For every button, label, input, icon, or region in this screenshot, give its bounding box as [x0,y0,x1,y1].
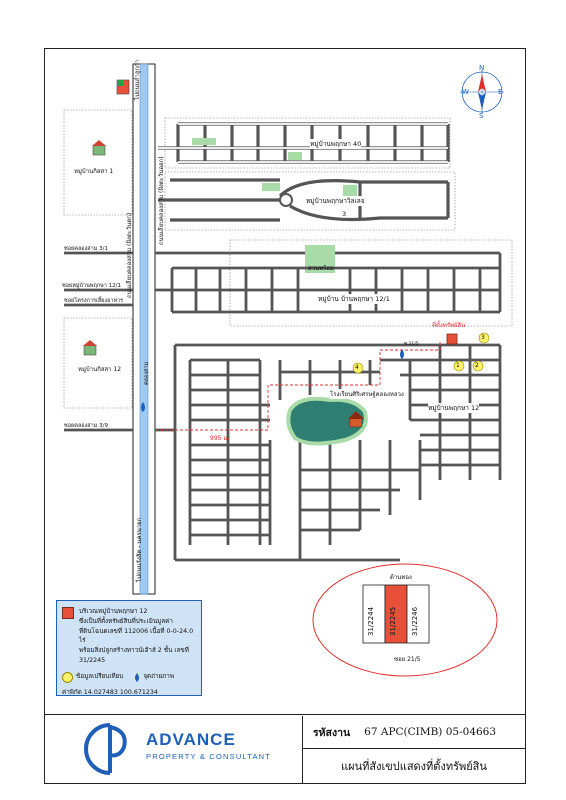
inset-top-label: ด้านทอง [390,574,412,581]
legend-subject-line-1: บริเวณหมู่บ้านพฤกษา 12 [79,608,148,615]
park-patch [288,152,302,160]
village-label-pruksa-ville: หมู่บ้านพฤกษาวิลเลจ [306,197,365,205]
legend-subject-line-4: พร้อมสิ่งปลูกสร้างทาวน์เฮ้าส์ 2 ชั้น เลขที่ 31/2245 [79,647,189,664]
road-label-west: ถนนเลียบคลองสาม (ฝั่งตะวันตก) [126,212,133,298]
map-title-row [302,749,525,783]
map-title: แผนที่สังเขปแสดงที่ตั้งทรัพย์สิน [341,760,487,773]
inset-lot-31-2244: 31/2244 [367,606,375,636]
company-logo [60,716,300,782]
side-soi-roads [64,253,500,430]
legend-markers [62,672,196,683]
park-label: สวนพร้อม [308,265,334,272]
legend-coords: ค่าพิกัด 14.027483 100.671234 [62,688,158,696]
legend-photo-label: จุดถ่ายภาพ [143,673,174,681]
legend-subject-text [79,607,196,666]
company-tagline: PROPERTY & CONSULTANT [146,752,272,761]
village-label-pruksa-12: หมู่บ้านพฤกษา 12 [428,404,480,412]
inset-lot-31-2245: 31/2245 [389,606,397,636]
distance-label: 995 ม. [210,435,230,442]
inset-lot-31-2246: 31/2246 [411,606,419,636]
comparable-legend-icon [62,672,73,683]
subject-property-marker [447,334,457,344]
compass-icon [460,70,504,114]
park-patch [192,138,216,145]
village-label-kitsa-1: หมู่บ้านกิสสา 1 [74,168,114,175]
soi-label-3-9: ซอยคลองสาม 3/9 [64,423,108,429]
pruksa-12-roads [175,345,500,560]
soi-label-3-1: ซอยคลองสาม 3/1 [64,246,108,252]
house-icon-kitsa-12 [83,340,97,355]
job-code-value: 67 APC(CIMB) 05-04663 [364,726,497,738]
park-patch [262,183,280,191]
pruksa-ville-roads [158,180,448,220]
village-label-kitsa-12: หมู่บ้านกิสสา 12 [78,366,122,373]
roundabout [280,194,292,206]
khlong-canal [140,64,148,594]
soi-label-21-5: ซ.21/5 [404,342,419,347]
legend-subject-line-2: ซึ่งเป็นที่ตั้งทรัพย์สินที่ประเมินมูลค่า [79,617,173,625]
photo-point-icon [400,349,404,359]
compass-s: S [479,112,484,120]
village-label-pruksa-40: หมู่บ้านพฤกษา 40 [310,140,362,148]
store-icon-flag [117,80,123,86]
comparable-label-1: 1 [456,362,460,369]
soi-label-pruksa-12-1: ซอยหมู่บ้านพฤกษา 12/1 [62,283,121,289]
compass-w: W [462,88,469,96]
comparable-label-4: 4 [355,364,359,371]
park-patch [343,185,357,199]
village-label-pruksa-ville-num: 3 [342,210,347,218]
canal-label: คลองสาม [144,361,150,385]
road-label-east: ถนนเลียบคลองสาม (ฝั่งตะวันออก) [158,156,165,245]
footer-divider [44,714,526,715]
village-boundary-kitsa-12 [64,318,132,408]
job-code-row [302,716,525,749]
compass-n: N [479,64,485,72]
legend-subject [62,607,196,666]
inset-bottom-label: ซอย 21/5 [394,656,421,663]
house-icon-kitsa-1 [92,140,106,155]
legend-comparable-label: ข้อมูลเปรียบเทียบ [76,673,124,681]
advance-logo-icon [80,719,140,779]
photo-point-legend-icon [133,673,141,682]
soi-label-food: ซอยโครงการเลี้ยงอาหาร [64,298,124,304]
comparable-label-2: 2 [475,362,479,369]
village-label-pruksa-12-1: หมู่บ้าน บ้านพฤกษา 12/1 [318,295,390,303]
road-label-top: ไปถนนลำลูกกา [134,59,141,100]
compass-e: E [498,88,503,96]
legend-subject-line-3: ที่ดินโฉนดเลขที่ 112006 เนื้อที่ 0-0-24.0 ไร่ [79,627,194,645]
road-label-bottom: ไปถนนรังสิต - นครนายก [136,517,143,582]
map-legend [56,600,202,696]
inset-lots [363,585,429,643]
job-code-label: รหัสงาน [313,726,351,739]
school-label: โรงเรียนศิริเศรษฐ์คลองหลวง [330,391,404,398]
subject-swatch [62,607,74,619]
comparable-label-3: 3 [481,334,485,341]
company-name: ADVANCE [146,730,236,749]
village-boundary-kitsa-1 [64,110,132,215]
subject-label: ที่ตั้งทรัพย์สิน [432,322,466,329]
